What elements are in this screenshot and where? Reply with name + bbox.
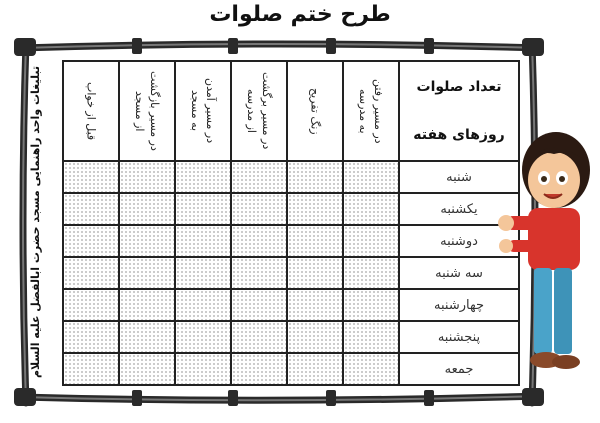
column-header: در مسیر رفتن به مدرسه <box>343 61 399 161</box>
count-cell[interactable] <box>287 353 343 385</box>
count-cell[interactable] <box>63 257 119 289</box>
count-cell[interactable] <box>287 321 343 353</box>
count-cell[interactable] <box>175 353 231 385</box>
count-cell[interactable] <box>343 193 399 225</box>
column-header: در مسیر بازگشت از مسجد <box>119 61 175 161</box>
boy-illustration <box>498 128 598 378</box>
table-row <box>63 321 519 353</box>
count-cell[interactable] <box>119 353 175 385</box>
count-cell[interactable] <box>231 257 287 289</box>
salawat-schedule-table <box>62 60 520 386</box>
count-cell[interactable] <box>119 257 175 289</box>
count-cell[interactable] <box>343 353 399 385</box>
day-label: شنبه <box>399 161 519 193</box>
day-label: دوشنبه <box>399 225 519 257</box>
count-cell[interactable] <box>63 353 119 385</box>
day-label: چهارشنبه <box>399 289 519 321</box>
count-cell[interactable] <box>231 193 287 225</box>
count-cell[interactable] <box>119 289 175 321</box>
count-cell[interactable] <box>175 225 231 257</box>
column-header: در مسیر برگشت از مدرسه <box>231 61 287 161</box>
count-cell[interactable] <box>175 289 231 321</box>
count-cell[interactable] <box>231 321 287 353</box>
table-row <box>63 353 519 385</box>
day-label: پنجشنبه <box>399 321 519 353</box>
count-cell[interactable] <box>231 161 287 193</box>
count-cell[interactable] <box>287 289 343 321</box>
count-cell[interactable] <box>343 225 399 257</box>
count-cell[interactable] <box>287 257 343 289</box>
corner-bottom-label: روزهای هفته <box>413 127 505 143</box>
table-row <box>63 193 519 225</box>
count-cell[interactable] <box>119 161 175 193</box>
count-cell[interactable] <box>287 225 343 257</box>
count-cell[interactable] <box>63 161 119 193</box>
column-header: زنگ تفریح <box>287 61 343 161</box>
count-cell[interactable] <box>175 161 231 193</box>
table-row <box>63 289 519 321</box>
count-cell[interactable] <box>287 161 343 193</box>
count-cell[interactable] <box>175 193 231 225</box>
count-cell[interactable] <box>119 321 175 353</box>
count-cell[interactable] <box>175 321 231 353</box>
column-header: قبل از خواب <box>63 61 119 161</box>
corner-top-label: تعداد صلوات <box>416 79 502 95</box>
count-cell[interactable] <box>343 257 399 289</box>
count-cell[interactable] <box>63 193 119 225</box>
day-label: سه شنبه <box>399 257 519 289</box>
count-cell[interactable] <box>63 321 119 353</box>
table-row <box>63 225 519 257</box>
count-cell[interactable] <box>231 289 287 321</box>
column-header: در مسیر آمدن به مسجد <box>175 61 231 161</box>
table-header-row <box>63 61 519 161</box>
day-label: جمعه <box>399 353 519 385</box>
count-cell[interactable] <box>175 257 231 289</box>
count-cell[interactable] <box>63 289 119 321</box>
table-row <box>63 161 519 193</box>
table-row <box>63 257 519 289</box>
day-label: یکشنبه <box>399 193 519 225</box>
count-cell[interactable] <box>343 161 399 193</box>
count-cell[interactable] <box>231 225 287 257</box>
count-cell[interactable] <box>343 289 399 321</box>
page-title: طرح ختم صلوات <box>209 2 391 27</box>
count-cell[interactable] <box>231 353 287 385</box>
count-cell[interactable] <box>287 193 343 225</box>
count-cell[interactable] <box>63 225 119 257</box>
count-cell[interactable] <box>119 225 175 257</box>
side-note: تبلیغات واحد راهنمایی مسجد حضرت ابالفضل علیه السلام <box>28 66 42 379</box>
count-cell[interactable] <box>343 321 399 353</box>
count-cell[interactable] <box>119 193 175 225</box>
